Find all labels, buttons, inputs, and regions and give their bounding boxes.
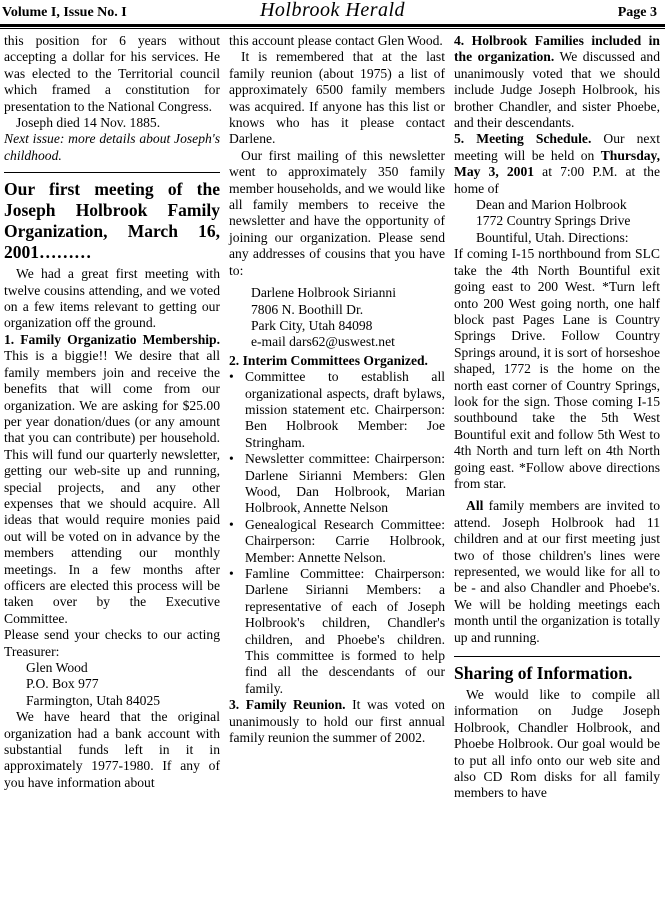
reunion-list-paragraph: It is remembered that at the last family reunion (about 1975) a list of approximately 6500 family members was acquired. If anyone has this list or knows who has it please contact Darlene. (229, 49, 445, 147)
item-4-body: We discussed and unanimously voted that we should include Judge Joseph Holbrook, his brother Chandler, and sister Phoebe, and their descendants. (454, 49, 660, 131)
item-3-body: It was voted on unanimously to hold our first annual family reunion the summer of 2002. (229, 697, 445, 746)
address-line: 1772 Country Springs Drive (476, 213, 631, 229)
address-line: Farmington, Utah 84025 (26, 692, 161, 708)
committee-item: • Genealogical Research Committee: Chairperson: Carrie Holbrook, Member: Annette Nelson. (229, 517, 445, 566)
item-3 (229, 697, 445, 746)
column-3 (454, 33, 660, 802)
item-1-title: 1. Family Organizatio Membership. (4, 331, 220, 347)
sharing-heading: Sharing of Information. (454, 663, 633, 684)
death-note: Joseph died 14 Nov. 1885. (16, 115, 161, 131)
item-4 (454, 33, 660, 131)
column-1 (4, 33, 220, 791)
invitation-body: family members are invited to attend. Joseph Holbrook had 11 children and at our first meeting just two of those children's lines were represented, we would like for all to be - and also Chandler and Phoebe's. We will be holding meetings each month until the organization is totally up and running. (454, 498, 660, 645)
committee-list (229, 369, 445, 697)
checks-note: Please send your checks to our acting Treasurer: (4, 627, 220, 659)
page-number: Page 3 (617, 5, 657, 20)
all-bold: All (466, 498, 484, 514)
meeting-address (454, 197, 660, 246)
committee-item: • Committee to establish all organizational aspects, draft bylaws, mission statement etc. Chairperson: Ben Holbrook Member: Joe Stringham. (229, 369, 445, 451)
address-line: 7806 N. Boothill Dr. (251, 301, 364, 317)
continued-paragraph: this position for 6 years without accepting a dollar for his services. He was elected to the Territorial council which framed a constitution for presentation to the National Congress. (4, 33, 220, 114)
email-line: e-mail dars62@uswest.net (251, 334, 395, 350)
address-line: Glen Wood (26, 660, 88, 675)
issue-label: Volume I, Issue No. I (2, 5, 127, 20)
address-line: Park City, Utah 84098 (251, 317, 373, 333)
sharing-paragraph: We would like to compile all information on Judge Joseph Holbrook, Chandler Holbrook, and Phoebe Holbrook. Our goal would be to put all info onto our web site and also CD Rom disks for all family members to have (454, 687, 660, 801)
section-divider (454, 656, 660, 657)
directions-paragraph: If coming I-15 northbound from SLC take the 4th North Bountiful exit going east to 200 West. *Turn left onto 200 West going north, one half block past Pages Lane is Country Springs Drive. Follow Country Springs around, it is sort of horseshoe shaped, 1772 is the home on the north east corner of Country Springs, look for the sign. Those coming I-15 southbound take the 5th West Bountiful exit and follow 5th West to 4th North and turn left on 4th North going east. *Follow above directions from star. (454, 246, 660, 491)
address-line: Bountiful, Utah. Directions: (476, 229, 629, 245)
section-divider (4, 172, 220, 173)
invitation-paragraph (454, 498, 660, 646)
item-5 (454, 131, 660, 197)
header-rule-thin (0, 28, 665, 29)
address-line: Darlene Holbrook Sirianni (251, 285, 396, 301)
meeting-intro: We had a great first meeting with twelve cousins attending, and we voted on a few items relevant to getting our organization off the ground. (4, 266, 220, 331)
meeting-date: Thursday, May 3, 2001 (454, 147, 661, 180)
item-5-text-end: at 7:00 P.M. at the home of (454, 164, 660, 196)
contact-address (229, 285, 445, 351)
committee-item: • Famline Committee: Chairperson: Darlene Sirianni Members: a representative of each of Joseph Holbrook's children, Chandler's children, and Phoebe's children. This committee is formed to help find all the descendants of our family. (229, 566, 445, 697)
page-header (0, 0, 665, 32)
header-rule (0, 24, 665, 27)
item-5-title: 5. Meeting Schedule. (454, 131, 592, 147)
item-1-body: This is a biggie!! We desire that all family members join and receive the benefits that will come from our organization. We are asking for $25.00 per year donation/dues (or any amount that you can contribute) per household. This will fund our quarterly newsletter, getting our web-site up and running, special projects, and any other expenses that we should acquire. All ideas that would require monies paid out will be voted on in advance by the members attending our monthly meetings. In a few months after officers are elected this process will be taken over by the Executive Committee. (4, 348, 220, 626)
item-2-title: 2. Interim Committees Organized. (229, 352, 428, 368)
address-line: P.O. Box 977 (26, 676, 99, 692)
committee-item: • Newsletter committee: Chairperson: Darlene Sirianni Members: Glen Wood, Dan Holbrook, Marian Holbrook, Annette Nelson (229, 451, 445, 517)
item-1 (4, 332, 220, 627)
column-2 (229, 33, 445, 746)
item-4-title: 4. Holbrook Families included in the organization. (454, 33, 660, 65)
item-5-text: Our next meeting will be held on (454, 131, 660, 163)
meeting-heading: Our first meeting of the Joseph Holbrook Family Organization, March 16, 2001……… (4, 179, 220, 263)
next-issue-note: Next issue: more details about Joseph's childhood. (4, 131, 220, 163)
continued-paragraph: this account please contact Glen Wood. (229, 33, 443, 48)
newsletter-title: Holbrook Herald (259, 0, 406, 21)
bank-paragraph: We have heard that the original organization had a bank account with substantial funds left in it in approximately 1977-1980. If any of you have information about (4, 709, 220, 790)
treasurer-address (4, 660, 220, 709)
address-line: Dean and Marion Holbrook (476, 197, 627, 213)
item-3-title: 3. Family Reunion. (229, 697, 346, 713)
mailing-paragraph: Our first mailing of this newsletter went to approximately 350 family member households, and we would like all family members to receive the newsletter and have the opportunity of joining our organization. Please send any addresses of cousins that you have to: (229, 147, 445, 278)
